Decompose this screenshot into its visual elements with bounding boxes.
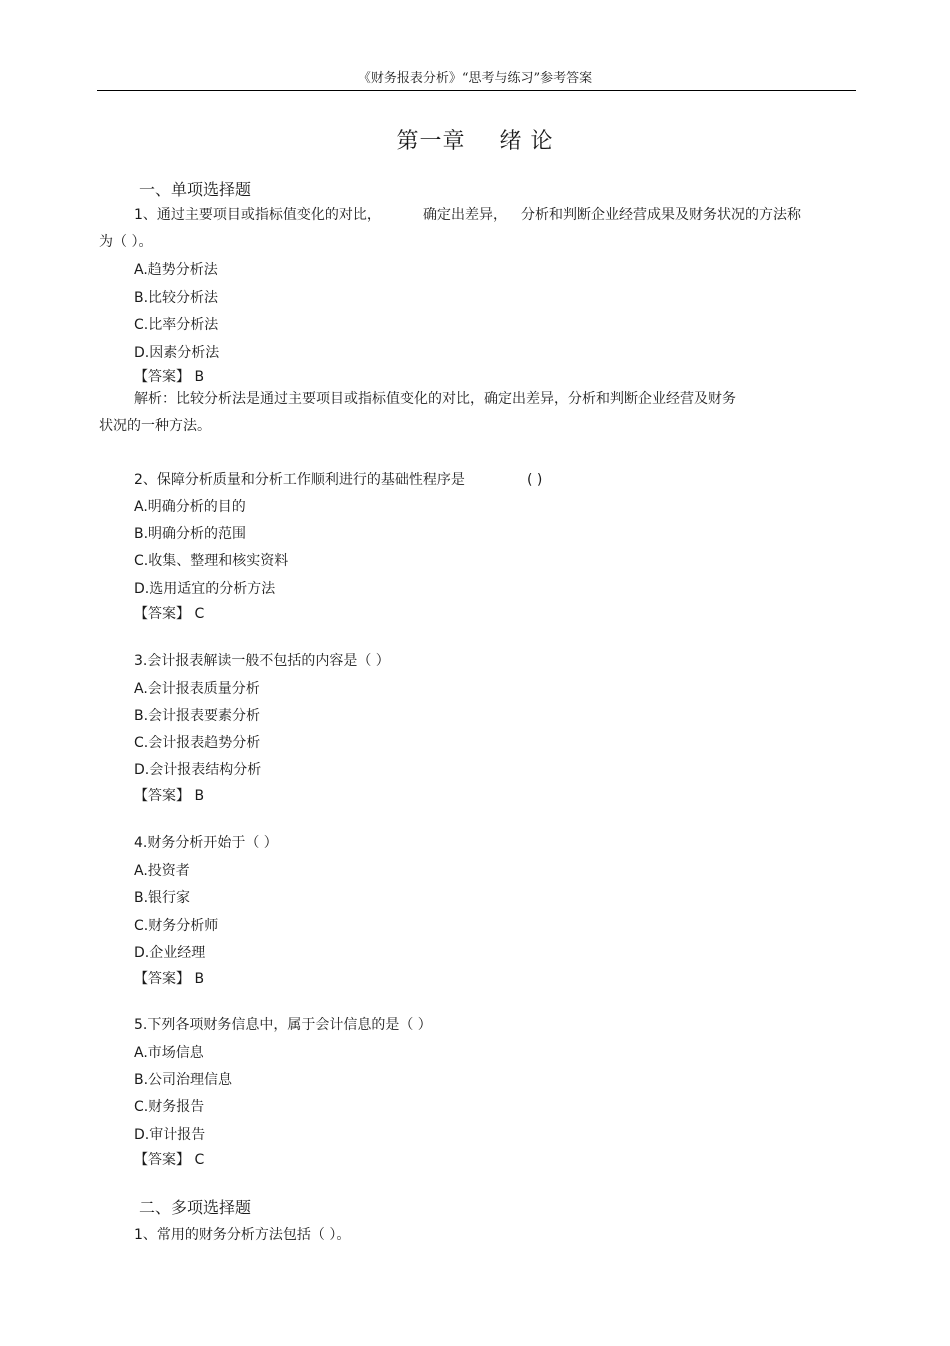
q4-answer: 【答案】 B <box>134 971 205 987</box>
q2-option-d: D.选用适宜的分析方法 <box>134 581 276 597</box>
q2-answer: 【答案】 C <box>134 606 205 622</box>
q4-option-a: A.投资者 <box>134 863 190 879</box>
section-heading-multi: 二、多项选择题 <box>139 1198 252 1217</box>
q5-option-c: C.财务报告 <box>134 1099 205 1115</box>
q1-stem-part3: 分析和判断企业经营成果及财务状况的方法称 <box>521 207 801 223</box>
running-header: 《财务报表分析》“思考与练习”参考答案 <box>357 71 593 86</box>
q2-paren: ( ) <box>527 472 543 488</box>
q5-option-d: D.审计报告 <box>134 1127 206 1143</box>
q3-option-d: D.会计报表结构分析 <box>134 762 262 778</box>
chapter-name: 绪 论 <box>499 129 554 154</box>
header-rule <box>97 90 856 91</box>
q4-stem: 4.财务分析开始于（ ） <box>134 835 278 851</box>
chapter-title <box>0 124 950 155</box>
q4-option-c: C.财务分析师 <box>134 918 219 934</box>
q1-option-c: C.比率分析法 <box>134 317 219 333</box>
q3-answer: 【答案】 B <box>134 788 205 804</box>
q1-stem-part4: 为（ ）。 <box>99 234 153 250</box>
q4-option-d: D.企业经理 <box>134 945 206 961</box>
q3-option-c: C.会计报表趋势分析 <box>134 735 261 751</box>
q2-option-b: B.明确分析的范围 <box>134 526 247 542</box>
q4-option-b: B.银行家 <box>134 890 191 906</box>
q2-stem: 2、保障分析质量和分析工作顺利进行的基础性程序是 <box>134 472 465 488</box>
q1-stem-part1: 1、通过主要项目或指标值变化的对比， <box>134 207 381 223</box>
q1-option-a: A.趋势分析法 <box>134 262 218 278</box>
q1-explanation-line2: 状况的一种方法。 <box>99 418 211 434</box>
m1-stem: 1、常用的财务分析方法包括（ ）。 <box>134 1227 351 1243</box>
q3-stem: 3.会计报表解读一般不包括的内容是（ ） <box>134 653 390 669</box>
q5-stem: 5.下列各项财务信息中，属于会计信息的是（ ） <box>134 1017 432 1033</box>
q3-option-a: A.会计报表质量分析 <box>134 681 260 697</box>
q1-answer: 【答案】 B <box>134 369 205 385</box>
q5-answer: 【答案】 C <box>134 1152 205 1168</box>
q5-option-b: B.公司治理信息 <box>134 1072 233 1088</box>
q1-option-b: B.比较分析法 <box>134 290 219 306</box>
q2-option-c: C.收集、整理和核实资料 <box>134 553 289 569</box>
q1-option-d: D.因素分析法 <box>134 345 220 361</box>
q2-option-a: A.明确分析的目的 <box>134 499 246 515</box>
chapter-number: 第一章 <box>396 129 466 154</box>
q1-explanation-line1: 解析：比较分析法是通过主要项目或指标值变化的对比，确定出差异，分析和判断企业经营及财务 <box>134 391 736 407</box>
q5-option-a: A.市场信息 <box>134 1045 204 1061</box>
q1-stem-part2: 确定出差异， <box>423 207 507 223</box>
section-heading-single: 一、单项选择题 <box>139 180 252 199</box>
q3-option-b: B.会计报表要素分析 <box>134 708 261 724</box>
